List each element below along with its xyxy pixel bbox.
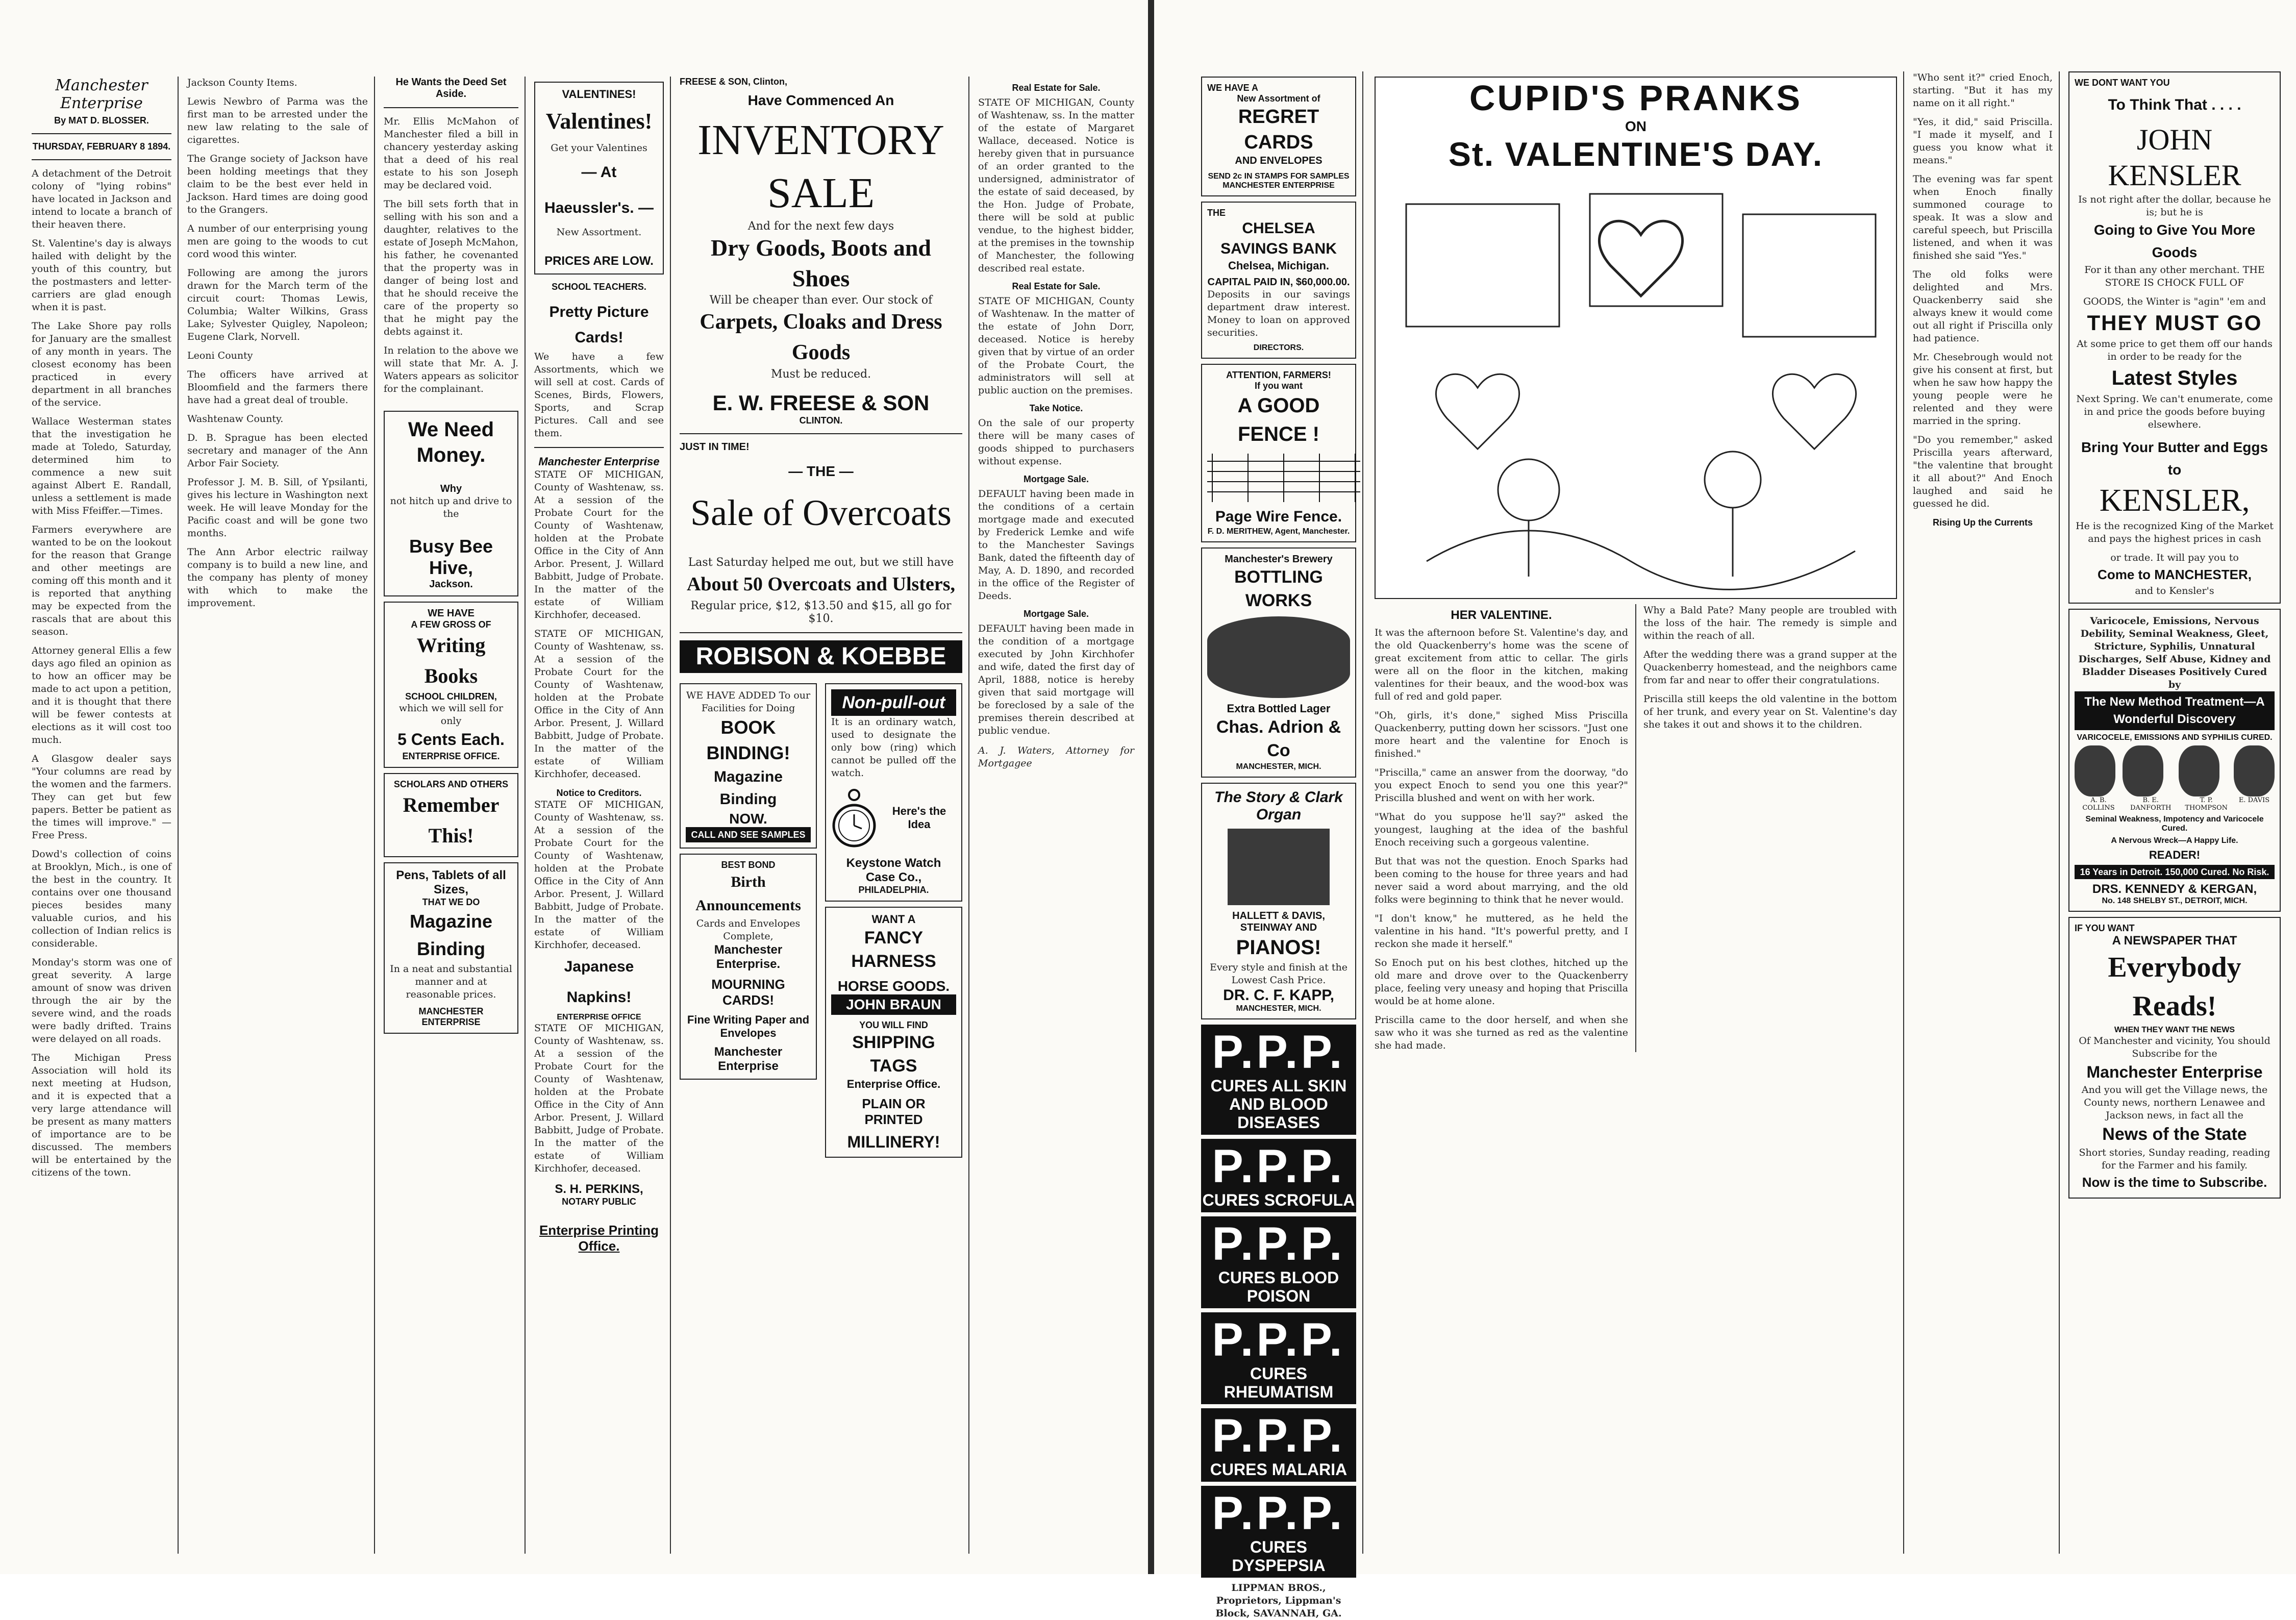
kensler-think: To Think That . . . . [2108, 96, 2241, 113]
overcoats-about: About 50 Overcoats and Ulsters, [686, 574, 955, 595]
notice-headline: Mortgage Sale. [1023, 609, 1089, 619]
right-column-1 [1195, 71, 1363, 1619]
tags-office: Enterprise Office. [846, 1078, 941, 1090]
legal-notice-paragraph: STATE OF MICHIGAN, County of Washtenaw, ss. In the matter of the estate of Margaret Wallace, deceased. Notice is hereby given that in pursuance of an order granted to the undersigned, administrator of the estate of said deceased, by the Hon. Judge of Probate, there will be sold at public vendue, to the highest bidder, at the premises in the township of Manchester, the following described real estate. [978, 97, 1134, 274]
kensler-and: and to Kensler's [2135, 585, 2214, 596]
story-paragraph: After the wedding there was a grand supper at the Quackenberry homestead, and the neighbors came from far and near to offer their congratulations. [1643, 649, 1897, 686]
ppp-ad-block [1201, 1139, 1356, 1212]
bank-capital: CAPITAL PAID IN, $60,000.00. [1207, 277, 1350, 288]
reads-short: Short stories, Sunday reading, reading for the Farmer and his family. [2079, 1147, 2270, 1171]
nonpull-illustration-row [831, 785, 956, 851]
method-headline: The New Method Treatment—A Wonderful Discovery [2075, 691, 2275, 730]
freese-goods: Dry Goods, Boots and Shoes [711, 235, 931, 291]
reads-want: IF YOU WANT [2075, 923, 2135, 933]
brewery-head: Manchester's Brewery [1225, 554, 1333, 565]
reads-headline: Everybody Reads! [2108, 952, 2241, 1022]
article-paragraph: In relation to the above we will state that Mr. A. J. Waters appears as solicitor for the complainant. [384, 345, 518, 394]
ad-brewery [1201, 547, 1356, 778]
article-paragraph: Lewis Newbro of Parma was the first man to be arrested under the new law relating to the sale of cigarettes. [187, 96, 368, 145]
story-paragraph: But that was not the question. Enoch Sparks had been coming to the house for three years and had never said a word about marrying, and the old folks were beginning to think that he never would. [1375, 856, 1628, 905]
column-3 [378, 77, 526, 1554]
ads-right-stack [825, 678, 962, 1163]
regret-env: AND ENVELOPES [1235, 155, 1322, 166]
portrait-icon [2075, 745, 2115, 796]
ad-money-town: Jackson. [429, 579, 473, 590]
story-paragraph: "Oh, girls, it's done," sighed Miss Priscilla Quackenberry, putting down her scissors. "Just one more heart and the valentine for Enoch is finished." [1375, 710, 1628, 759]
nonpull-firm: Keystone Watch Case Co., [846, 856, 941, 884]
organ-maker: HALLETT & DAVIS, [1232, 910, 1325, 921]
cupid-title2: St. VALENTINE'S DAY. [1448, 135, 1824, 173]
story-text-3 [1643, 604, 1897, 731]
column-4 [528, 77, 671, 1554]
freese-cheaper: Will be cheaper than ever. Our stock of [709, 294, 933, 307]
enterprise-office-label: ENTERPRISE OFFICE [557, 1013, 641, 1021]
ad-birth-announcements [680, 854, 817, 1080]
fence-want: If you want [1255, 381, 1303, 391]
ad-writing-books [384, 602, 518, 768]
article-paragraph: A Glasgow dealer says "Your columns are read by the women and the farmers. They can get but few papers. Better be patient as the times will improve." —Free Press. [32, 753, 171, 841]
method-reader: READER! [2149, 849, 2201, 861]
ad-tablets-foot: MANCHESTER ENTERPRISE [418, 1006, 484, 1027]
portrait-4 [2234, 745, 2275, 812]
ad-remember-body: SCHOLARS AND OTHERS [393, 779, 509, 789]
ad-valentines-line4: PRICES ARE LOW. [544, 254, 654, 268]
story-paragraph: "Yes, it did," said Priscilla. "I made it myself, and I guess you know what it means." [1913, 116, 2053, 166]
legal-notice-paragraph: DEFAULT having been made in the condition of a mortgage executed by John Kirchhofer and wife, dated the first day of April, 1888, notice is hereby given that said mortgage will be foreclosed by a sale of the premises therein described at public vendue. [978, 623, 1134, 736]
printing-office-label: Enterprise Printing Office. [539, 1223, 659, 1254]
kensler-king: He is the recognized King of the Market and pays the highest prices in cash [2076, 520, 2274, 544]
article-paragraph: The Ann Arbor electric railway company is to build a new line, and the company has plenty of money with which to make the improvement. [187, 546, 368, 609]
story-text-2 [1913, 71, 2053, 510]
ppp-ad-block [1201, 1216, 1356, 1308]
article-paragraph: Mr. Ellis McMahon of Manchester filed a bill in chancery yesterday asking that a deed of his real estate to his son Joseph may be declared void. [384, 116, 518, 191]
method-portraits [2075, 745, 2275, 812]
binding-added: WE HAVE ADDED To our Facilities for Doing [686, 690, 811, 714]
notice-creditors-text: STATE OF MICHIGAN, County of Washtenaw, ss. At a session of the Probate Court for the County of Washtenaw, holden at the Probate Office in the City of Ann Arbor. Present, J. Willard Babbitt, Judge of Probate. In the matter of the estate of William Kirchhofer, deceased. [534, 799, 664, 951]
masthead: Manchester Enterprise [55, 77, 148, 112]
ppp-logo: P.P.P. [1212, 1314, 1345, 1366]
kensler-trade: or trade. It will pay you to [2110, 552, 2239, 563]
story-text [1375, 627, 1628, 1052]
portrait-name: T. P. THOMPSON [2185, 796, 2228, 812]
kensler-must-go: THEY MUST GO [2087, 311, 2262, 335]
pretty-cards-text: We have a few Assortments, which we will sell at cost. Cards of Scenes, Birds, Flowers, Sports, and Scrap Pictures. Call and see them. [534, 351, 664, 439]
reads-and: And you will get the Village news, the County news, northern Lenawee and Jackson news, in fact all the [2081, 1084, 2268, 1121]
right-column-kensler [2062, 66, 2287, 1554]
story-paragraph: "Do you remember," asked Priscilla years afterward, "the valentine that brought it all about?" And Enoch laughed and said he guessed he did. [1913, 434, 2053, 509]
story-paragraph: "Priscilla," came an answer from the doorway, "do you expect Enoch to send you one this year?" Priscilla blushed and went on with her work. [1375, 767, 1628, 804]
ad-valentines-head: VALENTINES! [562, 88, 636, 101]
notice-headline: Mortgage Sale. [1023, 474, 1089, 484]
portrait-name: B. E. DANFORTH [2130, 796, 2172, 812]
regret-enterprise: MANCHESTER ENTERPRISE [1222, 181, 1335, 190]
ad-money [384, 411, 518, 596]
portrait-name: E. DAVIS [2238, 796, 2270, 804]
horse-goods: HORSE GOODS. [837, 978, 950, 994]
portrait-name: A. B. COLLINS [2082, 796, 2115, 812]
ad-valentines-line1: Get your Valentines [551, 142, 647, 154]
right-column-story-continued [1907, 71, 2060, 1554]
nonpull-city: PHILADELPHIA. [858, 885, 929, 895]
watch-icon [831, 785, 877, 851]
probate-notice: STATE OF MICHIGAN, County of Washtenaw, ss. At a session of the Probate Court for the County of Washtenaw, holden at the Probate Office in the City of Ann Arbor. Present, J. Willard Babbitt, Judge of Probate. In the matter of the estate of William Kirchhofer, deceased. [534, 469, 664, 620]
ppp-ad-block [1201, 1408, 1356, 1482]
portrait-2 [2123, 745, 2179, 812]
cupid-title: CUPID'S PRANKS [1469, 78, 1803, 118]
col6-foot: A. J. Waters, Attorney for Mortgagee [978, 745, 1134, 769]
story-paragraph: Why a Bald Pate? Many people are troubled with the loss of the hair. The remedy is simple and within the reach of all. [1643, 605, 1897, 641]
article-paragraph: Jackson County Items. [187, 77, 297, 88]
reads-when: WHEN THEY WANT THE NEWS [2114, 1026, 2235, 1034]
bank-name: CHELSEA SAVINGS BANK [1220, 220, 1337, 257]
story-title: HER VALENTINE. [1451, 608, 1552, 622]
barrel-icon [1207, 616, 1350, 698]
ad-money-text: not hitch up and drive to the [390, 495, 512, 519]
birth-cards: Cards and Envelopes Complete, [696, 918, 801, 942]
kensler-bring: Bring Your Butter and Eggs to [2081, 439, 2268, 478]
story-paragraph: The old folks were delighted and Mrs. Quackenberry said she always knew it would come out all right if Priscilla only had patience. [1913, 269, 2053, 344]
brewery-firm: Chas. Adrion & Co [1216, 717, 1341, 760]
right-newspaper-page [1154, 0, 2296, 1619]
ad-writing-which: which we will sell for only [398, 703, 504, 727]
john-braun: JOHN BRAUN [831, 994, 956, 1015]
birth-headline: Birth Announcements [695, 874, 801, 914]
article-paragraph: D. B. Sprague has been elected secretary and manager of the Ann Arbor Fair Society. [187, 432, 368, 469]
lower-ads-row [680, 678, 962, 1163]
organ-illustration-icon [1228, 829, 1330, 905]
story-paragraph: The evening was far spent when Enoch finally summoned courage to speak. It was a slow and careful speech, but Priscilla listened, and when it was finished she said "Yes." [1913, 173, 2053, 261]
ad-money-headline: We Need Money. [408, 418, 494, 466]
method-nervous: A Nervous Wreck—A Happy Life. [2111, 836, 2238, 845]
story-paragraph: So Enoch put on his best clothes, hitched up the old mare and drove over to the Quackenberry place, feeling very uneasy and hoping that Priscilla would be at home alone. [1375, 957, 1628, 1007]
fence-page: Page Wire Fence. [1215, 508, 1342, 525]
pianos-headline: PIANOS! [1236, 936, 1321, 959]
bank-city: Chelsea, Michigan. [1228, 259, 1330, 272]
article-paragraph: The Lake Shore pay rolls for January are the smallest of any month in years. The closest economy has been practiced in every department in all branches of the service. [32, 320, 171, 408]
freese-next: And for the next few days [747, 220, 894, 233]
ad-writing-at: ENTERPRISE OFFICE. [402, 751, 500, 761]
robison-koebbe-banner: ROBISON & KOEBBE [680, 640, 962, 673]
story-paragraph: Mr. Chesebrough would not give his consent at first, but when he saw how happy the young people were he relented and they were married in the spring. [1913, 352, 2053, 427]
col3-headline: He Wants the Deed Set Aside. [395, 77, 507, 99]
bank-directors: DIRECTORS. [1253, 343, 1304, 352]
ppp-ad-block [1201, 1312, 1356, 1404]
harness-find: YOU WILL FIND [859, 1020, 928, 1030]
legal-notice-paragraph: On the sale of our property there will be many cases of goods shipped to purchasers without expense. [978, 417, 1134, 467]
ad-writing-sub: A FEW GROSS OF [411, 619, 491, 630]
portrait-icon [2123, 745, 2163, 796]
pretty-cards-headline: Pretty Picture Cards! [549, 304, 649, 346]
method-top: Varicocele, Emissions, Nervous Debility, Seminal Weakness, Gleet, Stricture, Syphilis, Unnatural Discharges, Self Abuse, Kidney and Bladder Diseases Positively Cured by [2078, 615, 2271, 690]
kensler-winter: GOODS, the Winter is "agin" 'em and [2083, 296, 2266, 307]
reads-news: A NEWSPAPER THAT [2112, 934, 2237, 948]
reads-of: Of Manchester and vicinity, You should Subscribe for the [2079, 1035, 2270, 1059]
story-paragraph: "Who sent it?" cried Enoch, starting. "But it has my name on it all right." [1913, 72, 2053, 109]
article-paragraph: Monday's storm was one of great severity. A large amount of snow was driven through the air by the severe wind, and the roads were badly drifted. Trains were delayed on all roads. [32, 957, 171, 1044]
col2-articles [187, 77, 368, 610]
method-cured: VARICOCELE, EMISSIONS AND SYPHILIS CURED. [2077, 733, 2273, 742]
bank-the: THE [1207, 208, 1226, 218]
binding-call: CALL AND SEE SAMPLES [686, 827, 811, 842]
binding-headline: BOOK BINDING! [706, 717, 790, 763]
ppp-cures-text: CURES MALARIA [1210, 1460, 1347, 1479]
story-col-2 [1636, 604, 1897, 1052]
ad-new-method [2068, 609, 2281, 912]
cupids-pranks-illustration [1375, 77, 1897, 599]
ad-valentines-line2: — At Haeussler's. — [544, 164, 654, 216]
story-col-1 [1375, 604, 1636, 1052]
ad-overcoats [680, 441, 962, 625]
reads-now: Now is the time to Subscribe. [2082, 1175, 2267, 1190]
nonpull-idea: Here's the Idea [892, 805, 946, 831]
article-paragraph: Following are among the jurors drawn for the March term of the circuit court: Thomas Lewis, Columbia; Walter Wilkins, Grass Lake; Sylvester Quigley, Napoleon; Eugene Clark, Norvell. [187, 267, 368, 342]
method-firm: DRS. KENNEDY & KERGAN, [2092, 882, 2257, 896]
ad-valentines-headline: Valentines! [545, 109, 653, 134]
ad-money-store: Busy Bee Hive, [409, 536, 493, 578]
ad-tablets [384, 862, 518, 1034]
organ-title: The Story & Clark Organ [1214, 789, 1343, 823]
portrait-icon [2234, 745, 2275, 796]
birth-enterprise: Manchester Enterprise. [714, 943, 783, 971]
fence-illustration-icon [1207, 448, 1360, 505]
nonpull-body: It is an ordinary watch, used to designate the only bow (ring) which cannot be pulled off the watch. [831, 716, 956, 779]
story-paragraph: It was the afternoon before St. Valentine's day, and the old Quackenberry's home was the scene of great excitement from attic to cellar. The girls were all on the floor in the kitchen, making valentines for their beaux, and the wood-box was full of red and gold paper. [1375, 627, 1628, 702]
overcoats-prices: Regular price, $12, $13.50 and $15, all go for $10. [690, 600, 952, 625]
page-fold-gutter [1148, 0, 1154, 1574]
ppp-logo: P.P.P. [1212, 1026, 1345, 1078]
story-paragraph: Priscilla came to the door herself, and when she saw who it was she turned as red as the valentine she had made. [1375, 1014, 1628, 1051]
ppp-cures-text: CURES RHEUMATISM [1224, 1364, 1334, 1401]
method-weak: Seminal Weakness, Impotency and Varicocele Cured. [2085, 815, 2264, 833]
freese-reduced: Must be reduced. [770, 368, 871, 381]
shipping-tags: SHIPPING TAGS [852, 1033, 935, 1076]
overcoats-the: — THE — [788, 463, 854, 479]
ppp-logo: P.P.P. [1212, 1487, 1345, 1539]
article-paragraph: Leoni County [187, 350, 253, 361]
overcoats-just: JUST IN TIME! [680, 441, 750, 453]
freese-firm: E. W. FREESE & SON [712, 391, 930, 415]
article-paragraph: The bill sets forth that in selling with his son and a daughter, relatives to the estate of Joseph McMahon, his father, he covenanted that the property was in danger of being lost and that he should receive the care of the property so that he might pay the debts against it. [384, 198, 518, 337]
notary-label: NOTARY PUBLIC [562, 1197, 636, 1207]
kensler-name: JOHN KENSLER [2108, 123, 2241, 192]
method-address: No. 148 SHELBY ST., DETROIT, MICH. [2102, 896, 2248, 905]
notice-headline: Real Estate for Sale. [1012, 281, 1101, 291]
organ-dr: DR. C. F. KAPP, [1223, 987, 1334, 1004]
kensler-name2: KENSLER, [2099, 483, 2250, 518]
ad-tablets-sub: THAT WE DO [422, 897, 480, 907]
millinery: MILLINERY! [847, 1133, 940, 1151]
ad-writing-for: SCHOOL CHILDREN, [405, 691, 497, 702]
article-paragraph: Attorney general Ellis a few days ago filed an opinion as to how an officer may be made to act upon a petition, and it is thought that there will be fewer contests at elections as it will cost too much. [32, 645, 171, 745]
freese-carpets: Carpets, Cloaks and Dress Goods [700, 310, 942, 364]
reads-enterprise: Manchester Enterprise [2086, 1063, 2263, 1081]
kensler-come: Come to MANCHESTER, [2098, 567, 2252, 582]
ppp-foot: LIPPMAN BROS., Proprietors, Lippman's Block, SAVANNAH, GA. [1215, 1582, 1342, 1619]
notice-headline: Take Notice. [1029, 403, 1083, 413]
legal-notice-paragraph: DEFAULT having been made in the conditions of a certain mortgage made and executed by Frederick Lemke and wife to the Manchester Savings Bank, dated the fifteenth day of May, A. D. 1890, and recorded in the office of the Register of Deeds. [978, 488, 1134, 602]
article-paragraph: A number of our enterprising young men are going to the woods to cut cord wood this winter. [187, 223, 368, 260]
plain-printed: PLAIN OR PRINTED [862, 1096, 926, 1127]
story-paragraph: "I don't know," he muttered, as he held the valentine in his hand. "It's powerful pretty, and I reckon she made it herself." [1375, 913, 1628, 950]
probate-notice-2: STATE OF MICHIGAN, County of Washtenaw, ss. At a session of the Probate Court for the County of Washtenaw, holden at the Probate Office in the City of Ann Arbor. Present, J. Willard Babbitt, Judge of Probate. In the matter of the estate of William Kirchhofer, deceased. [534, 628, 664, 780]
reads-state: News of the State [2102, 1125, 2247, 1144]
binding-now: NOW. [729, 811, 767, 827]
ad-remember [384, 773, 518, 857]
column-5 [673, 77, 969, 1554]
ad-tablets-line: Pens, Tablets of all Sizes, [396, 868, 506, 896]
harness-want: WANT A [871, 913, 916, 926]
article-paragraph: A detachment of the Detroit colony of "lying robins" have located in Jackson and intend to locate a branch of their heaven there. [32, 168, 171, 230]
brewery-town: MANCHESTER, MICH. [1236, 762, 1321, 771]
article-paragraph: Wallace Westerman states that the investigation he made at Toledo, Saturday, determined him to commence a new suit against Albert E. Randall, unless a settlement is made with Miss Ffeiffer.—Times. [32, 416, 171, 516]
notice-headline: Real Estate for Sale. [1012, 83, 1101, 93]
teachers-head: SCHOOL TEACHERS. [552, 282, 646, 292]
freese-headline: INVENTORY SALE [697, 116, 944, 217]
japanese-napkins-headline: Japanese Napkins! [564, 958, 634, 1006]
col1-articles [32, 167, 171, 1179]
kensler-dont: WE DONT WANT YOU [2075, 78, 2170, 88]
article-paragraph: St. Valentine's day is always hailed with delight by the youth of this country, but the postmasters and letter-carriers are glad enough when it is past. [32, 238, 171, 313]
ad-organ [1201, 783, 1356, 1019]
organ-maker2: STEINWAY AND [1240, 922, 1317, 933]
article-paragraph: Professor J. M. B. Sill, of Ypsilanti, gives his lecture in Washington next week. He will leave Monday for the Pacific coast and will be gone two months. [187, 477, 368, 539]
freese-have: Have Commenced An [747, 92, 894, 108]
dateline: THURSDAY, FEBRUARY 8 1894. [32, 141, 171, 152]
nonpull-banner: Non-pull-out [831, 689, 956, 716]
ad-valentines [534, 82, 664, 275]
ad-tablets-headline: Magazine Binding [409, 911, 493, 959]
notice-creditors-head: Notice to Creditors. [556, 788, 642, 798]
kensler-at: At some price to get them off our hands in order to be ready for the [2077, 338, 2273, 362]
ad-writing-price: 5 Cents Each. [397, 730, 505, 749]
regret-have: WE HAVE A [1207, 83, 1259, 93]
ppp-cures-text: CURES BLOOD POISON [1218, 1268, 1339, 1305]
story-paragraph: Priscilla still keeps the old valentine in the bottom of her trunk, and every year on St. Valentine's day she takes it out and shows it to the children. [1643, 693, 1897, 730]
ads-left-stack [680, 678, 817, 1163]
column-2 [181, 77, 375, 1554]
kensler-not: Is not right after the dollar, because he is; but he is [2078, 194, 2271, 218]
overcoats-headline: Sale of Overcoats [690, 492, 952, 533]
legal-notice-3: STATE OF MICHIGAN, County of Washtenaw, ss. At a session of the Probate Court for the County of Washtenaw, holden at the Probate Office in the City of Ann Arbor. Present, J. Willard Babbitt, Judge of Probate. In the matter of the estate of William Kirchhofer, deceased. [534, 1023, 664, 1174]
ppp-ads [1201, 1025, 1356, 1578]
method-years: 16 Years in Detroit. 150,000 Cured. No Risk. [2075, 865, 2275, 879]
ad-inventory-sale [680, 77, 962, 426]
ppp-ad-block [1201, 1486, 1356, 1578]
ad-money-why: Why [440, 483, 462, 494]
kensler-for: For it than any other merchant. THE STORE IS CHOCK FULL OF [2084, 264, 2265, 288]
right-column-illustration [1368, 71, 1904, 1554]
ad-tablets-note: In a neat and substantial manner and at reasonable prices. [390, 963, 512, 1000]
birth-best: BEST BOND [721, 860, 776, 870]
fence-headline: A GOOD FENCE ! [1237, 394, 1320, 445]
article-paragraph: Dowd's collection of coins at Brooklyn, Mich., is one of the best in the country. It contains over one thousand pieces besides many valuable curios, and his collection of Indian relics is considerable. [32, 849, 171, 949]
column-6 [972, 77, 1140, 1554]
portrait-1 [2075, 745, 2123, 812]
brewery-headline: BOTTLING WORKS [1234, 567, 1323, 610]
ppp-ad-block [1201, 1025, 1356, 1135]
ppp-logo: P.P.P. [1212, 1140, 1345, 1192]
ad-writing-head: WE HAVE [428, 608, 475, 619]
notary-name: S. H. PERKINS, [555, 1182, 643, 1196]
overcoats-last: Last Saturday helped me out, but we still have [688, 556, 954, 569]
ad-valentines-line3: New Assortment. [556, 227, 642, 238]
bank-body: Deposits in our savings department draw interest. Money to loan on approved securities. [1207, 289, 1350, 338]
regret-sub: New Assortment of [1237, 93, 1320, 104]
mourning-cards: MOURNING CARDS! [711, 977, 785, 1008]
kensler-styles: Latest Styles [2111, 367, 2238, 389]
ppp-logo: P.P.P. [1212, 1410, 1345, 1462]
story-subhead: Rising Up the Currents [1932, 517, 2033, 528]
column-1 [26, 77, 179, 1554]
fence-attention: ATTENTION, FARMERS! [1226, 370, 1331, 380]
legal-notice-paragraph: STATE OF MICHIGAN, County of Washtenaw. In the matter of the estate of John Dorr, deceased. Notice is hereby given that by virtue of an order of the Probate Court, the administrators will sell at public auction on the premises. [978, 295, 1134, 396]
organ-town: MANCHESTER, MICH. [1236, 1004, 1321, 1013]
kensler-next: Next Spring. We can't enumerate, come in and price the goods before buying elsewhere. [2076, 393, 2273, 430]
cupid-on: ON [1625, 118, 1646, 134]
freese-top: FREESE & SON, Clinton, [680, 77, 788, 87]
ad-writing-headline: Writing Books [416, 634, 486, 687]
organ-sold: Every style and finish at the Lowest Cash Price. [1209, 962, 1348, 986]
article-paragraph: The Grange society of Jackson have been holding meetings that they claim to be the best ever held in Jackson. Hard times are doing good to the Grangers. [187, 153, 368, 215]
article-paragraph: The officers have arrived at Bloomfield and the farmers there have had a great deal of trouble. [187, 369, 368, 406]
ad-book-binding [680, 683, 817, 849]
portrait-icon [2179, 745, 2219, 796]
binding-magazine: Magazine Binding [713, 768, 783, 808]
ppp-cures-text: CURES DYSPEPSIA [1232, 1538, 1326, 1575]
ad-everybody-reads [2068, 917, 2281, 1199]
article-paragraph: Washtenaw County. [187, 413, 284, 425]
ad-chelsea-bank [1201, 202, 1356, 359]
ppp-logo: P.P.P. [1212, 1218, 1345, 1270]
left-newspaper-page [0, 0, 1148, 1574]
story-paragraph: "What do you suppose he'll say?" asked the youngest, laughing at the idea of the bashful Enoch receiving such a gorgeous valentine. [1375, 811, 1628, 848]
kensler-going: Going to Give You More Goods [2093, 222, 2256, 260]
fence-agent: F. D. MERITHEW, Agent, Manchester. [1207, 527, 1350, 536]
valentine-scene-icon [1376, 173, 1906, 582]
enterprise-label: Manchester Enterprise [538, 455, 660, 468]
brewery-extra: Extra Bottled Lager [1227, 702, 1331, 715]
story-columns [1375, 604, 1897, 1052]
ad-non-pull-out [825, 683, 962, 902]
harness-headline: FANCY HARNESS [851, 928, 936, 971]
article-paragraph: The Michigan Press Association will hold its next meeting at Hudson, and it is expected that a very large attendance will be present as many matters of importance are to be discussed. The members will be entertained by the citizens of the town. [32, 1052, 171, 1178]
ad-remember-headline: Remember This! [403, 793, 500, 847]
col3-articles [384, 115, 518, 395]
article-paragraph: Farmers everywhere are wanted to be on the lookout for the reason that Grange and other meetings are coming off this month and it is reported that anything may be expected from the rascals that are about this season. [32, 524, 171, 637]
ad-kensler [2068, 71, 2281, 604]
ad-regret-cards [1201, 77, 1356, 196]
byline: By MAT D. BLOSSER. [54, 115, 149, 126]
regret-headline: REGRET CARDS [1238, 106, 1319, 153]
birth-foot: Manchester Enterprise [714, 1045, 783, 1073]
col6-legal-notices [978, 83, 1134, 737]
regret-send: SEND 2c IN STAMPS FOR SAMPLES [1208, 172, 1350, 181]
ad-fancy-harness [825, 907, 962, 1158]
freese-town: CLINTON. [799, 415, 843, 426]
ppp-cures-text: CURES SCROFULA [1202, 1191, 1355, 1209]
ad-fence [1201, 364, 1356, 542]
ppp-cures-text: CURES ALL SKIN AND BLOOD DISEASES [1210, 1077, 1347, 1132]
portrait-3 [2179, 745, 2234, 812]
fine-writing: Fine Writing Paper and Envelopes [687, 1013, 810, 1039]
